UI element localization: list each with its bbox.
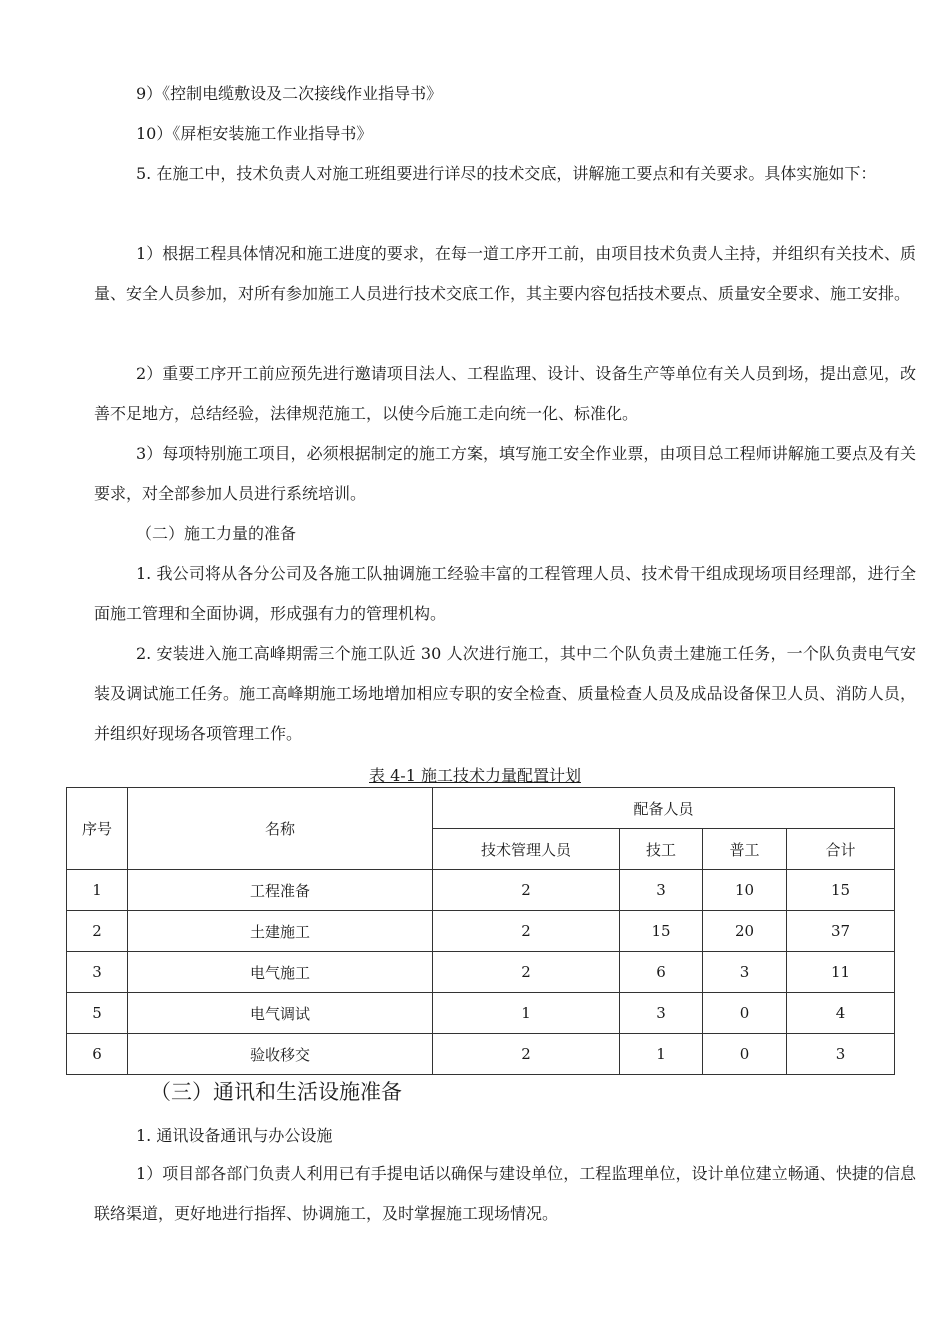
table-row bbox=[67, 993, 895, 1034]
paragraph-briefing-item-1: 1）根据工程具体情况和施工进度的要求，在每一道工序开工前，由项目技术负责人主持，并组织有关技术、质量、安全人员参加，对所有参加施工人员进行技术交底工作，其主要内容包括技术要点、质量安全要求、施工安排。 bbox=[94, 244, 916, 303]
table-row bbox=[67, 911, 895, 952]
table-row bbox=[67, 952, 895, 993]
cell-name: 电气施工 bbox=[128, 952, 433, 993]
cell-skilled: 3 bbox=[620, 870, 703, 911]
header-skilled: 技工 bbox=[620, 829, 703, 870]
paragraph-briefing-item-3: 3）每项特别施工项目，必须根据制定的施工方案，填写施工安全作业票，由项目总工程师讲解施工要点及有关要求，对全部参加人员进行系统培训。 bbox=[94, 444, 916, 503]
cell-skilled: 6 bbox=[620, 952, 703, 993]
paragraph-comm-detail: 1）项目部各部门负责人利用已有手提电话以确保与建设单位，工程监理单位，设计单位建立畅通、快捷的信息联络渠道，更好地进行指挥、协调施工，及时掌握施工现场情况。 bbox=[94, 1164, 916, 1223]
cell-general: 3 bbox=[703, 952, 787, 993]
section-heading-construction-force: （二）施工力量的准备 bbox=[136, 524, 297, 543]
cell-seq: 5 bbox=[67, 993, 128, 1034]
cell-general: 0 bbox=[703, 1034, 787, 1075]
table-caption-text: 表 4-1 施工技术力量配置计划 bbox=[369, 766, 581, 785]
cell-seq: 1 bbox=[67, 870, 128, 911]
cell-name: 土建施工 bbox=[128, 911, 433, 952]
table-row bbox=[67, 870, 895, 911]
cell-total: 3 bbox=[787, 1034, 895, 1075]
header-total: 合计 bbox=[787, 829, 895, 870]
cell-tech-mgmt: 1 bbox=[433, 993, 620, 1034]
cell-tech-mgmt: 2 bbox=[433, 911, 620, 952]
header-tech-mgmt: 技术管理人员 bbox=[433, 829, 620, 870]
list-item-guide-9: 9）《控制电缆敷设及二次接线作业指导书》 bbox=[136, 84, 443, 103]
cell-total: 15 bbox=[787, 870, 895, 911]
cell-seq: 6 bbox=[67, 1034, 128, 1075]
paragraph-briefing-item-2: 2）重要工序开工前应预先进行邀请项目法人、工程监理、设计、设备生产等单位有关人员到场，提出意见，改善不足地方，总结经验，法律规范施工，以使今后施工走向统一化、标准化。 bbox=[94, 364, 916, 423]
cell-total: 11 bbox=[787, 952, 895, 993]
cell-tech-mgmt: 2 bbox=[433, 870, 620, 911]
cell-total: 4 bbox=[787, 993, 895, 1034]
header-name: 名称 bbox=[128, 788, 433, 870]
cell-skilled: 3 bbox=[620, 993, 703, 1034]
cell-total: 37 bbox=[787, 911, 895, 952]
cell-name: 电气调试 bbox=[128, 993, 433, 1034]
cell-general: 10 bbox=[703, 870, 787, 911]
cell-tech-mgmt: 2 bbox=[433, 1034, 620, 1075]
list-item-guide-10: 10）《屏柜安装施工作业指导书》 bbox=[136, 124, 373, 143]
cell-name: 工程准备 bbox=[128, 870, 433, 911]
section-heading-communication: （三）通讯和生活设施准备 bbox=[150, 1080, 402, 1104]
paragraph-tech-briefing: 5. 在施工中，技术负责人对施工班组要进行详尽的技术交底，讲解施工要点和有关要求。具体实施如下： bbox=[136, 164, 877, 183]
paragraph-force-item-1: 1. 我公司将从各分公司及各施工队抽调施工经验丰富的工程管理人员、技术骨干组成现场项目经理部，进行全面施工管理和全面协调，形成强有力的管理机构。 bbox=[94, 564, 916, 623]
table-row bbox=[67, 1034, 895, 1075]
cell-general: 0 bbox=[703, 993, 787, 1034]
paragraph-force-item-2: 2. 安装进入施工高峰期需三个施工队近 30 人次进行施工，其中二个队负责土建施工任务，一个队负责电气安装及调试施工任务。施工高峰期施工场地增加相应专职的安全检查、质量检查人员及成品设备保卫人员、消防人员，并组织好现场各项管理工作。 bbox=[94, 644, 916, 743]
header-staff-group: 配备人员 bbox=[433, 788, 895, 829]
header-general: 普工 bbox=[703, 829, 787, 870]
table-caption bbox=[0, 764, 950, 788]
cell-skilled: 15 bbox=[620, 911, 703, 952]
cell-general: 20 bbox=[703, 911, 787, 952]
cell-seq: 2 bbox=[67, 911, 128, 952]
staffing-plan-table bbox=[66, 787, 895, 1075]
cell-skilled: 1 bbox=[620, 1034, 703, 1075]
paragraph-comm-item-1: 1. 通讯设备通讯与办公设施 bbox=[136, 1126, 333, 1145]
cell-name: 验收移交 bbox=[128, 1034, 433, 1075]
cell-tech-mgmt: 2 bbox=[433, 952, 620, 993]
table-header-row bbox=[67, 788, 895, 829]
header-seq: 序号 bbox=[67, 788, 128, 870]
cell-seq: 3 bbox=[67, 952, 128, 993]
